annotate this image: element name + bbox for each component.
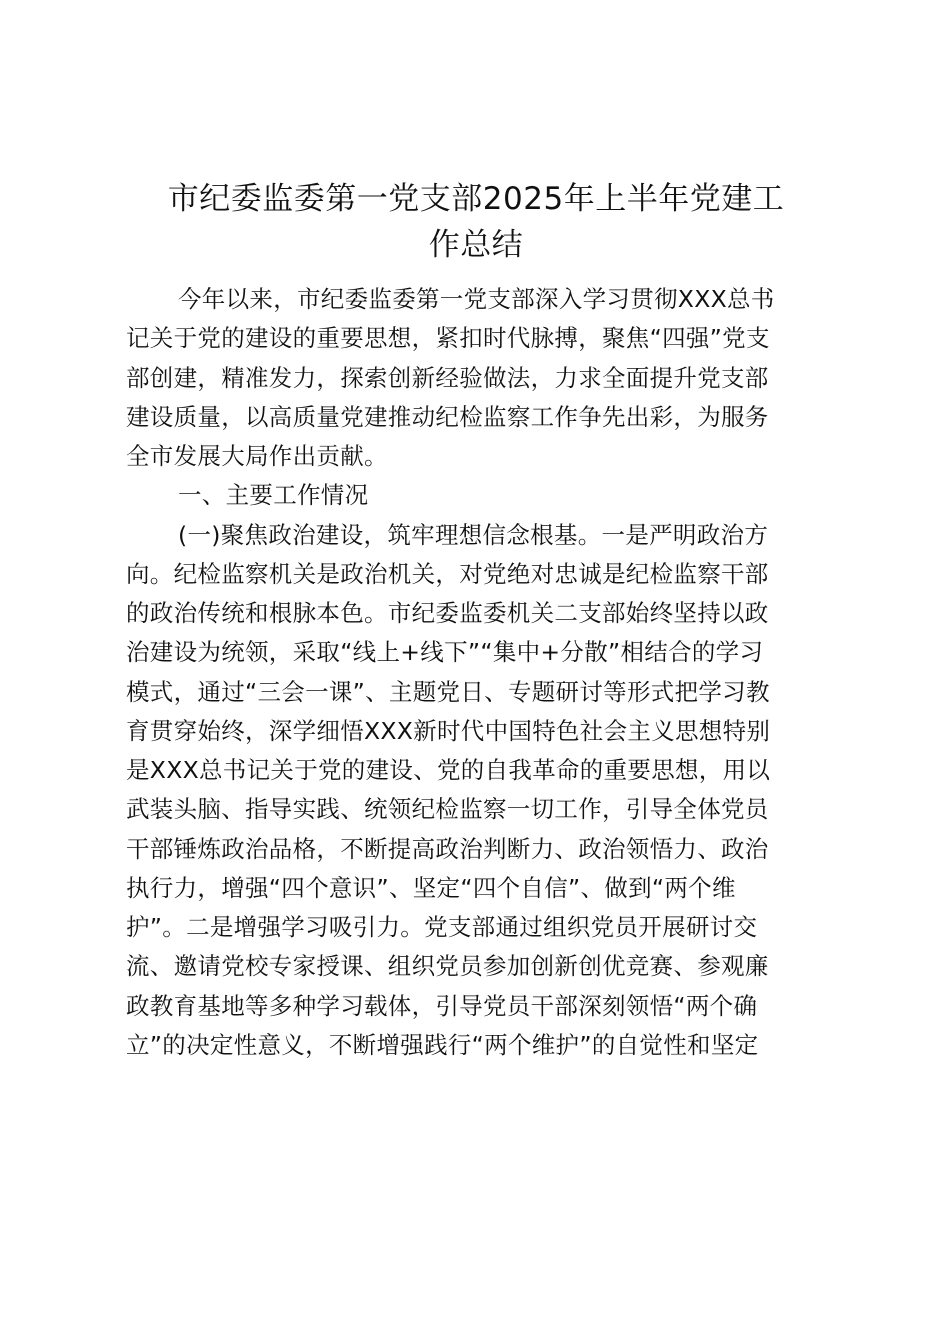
paragraph-line: 护”。二是增强学习吸引力。党支部通过组织党员开展研讨交 (126, 913, 758, 941)
paragraph-line: 今年以来，市纪委监委第一党支部深入学习贯彻XXX总书 (178, 285, 775, 313)
paragraph-line: 建设质量，以高质量党建推动纪检监察工作争先出彩，为服务 (126, 402, 769, 431)
paragraph-line: 部创建，精准发力，探索创新经验做法，力求全面提升党支部 (126, 363, 769, 392)
paragraph-line: 立”的决定性意义，不断增强践行“两个维护”的自觉性和坚定 (126, 1030, 759, 1059)
paragraph-line: 模式，通过“三会一课”、主题党日、专题研讨等形式把学习教 (126, 677, 770, 706)
paragraph-line: 育贯穿始终，深学细悟XXX新时代中国特色社会主义思想特别 (126, 716, 771, 745)
paragraph-line: (一)聚焦政治建设，筑牢理想信念根基。一是严明政治方 (178, 520, 769, 549)
paragraph-line: 干部锤炼政治品格，不断提高政治判断力、政治领悟力、政治 (126, 834, 769, 863)
paragraph-line: 武装头脑、指导实践、统领纪检监察一切工作，引导全体党员 (126, 795, 769, 824)
title-line-1: 市纪委监委第一党支部2025年上半年党建工 (167, 181, 785, 217)
paragraph-line: 记关于党的建设的重要思想，紧扣时代脉搏，聚焦“四强”党支 (126, 324, 770, 353)
document-body (126, 280, 832, 1065)
paragraph-line: 是XXX总书记关于党的建设、党的自我革命的重要思想，用以 (126, 756, 771, 784)
paragraph-line: 政教育基地等多种学习载体，引导党员干部深刻领悟“两个确 (126, 991, 758, 1020)
paragraph-line: 向。纪检监察机关是政治机关，对党绝对忠诚是纪检监察干部 (126, 559, 769, 588)
section-heading: 一、主要工作情况 (178, 481, 369, 510)
paragraph-line: 的政治传统和根脉本色。市纪委监委机关二支部始终坚持以政 (126, 599, 769, 627)
document-title (120, 176, 832, 268)
paragraph-line: 执行力，增强“四个意识”、坚定“四个自信”、做到“两个维 (126, 873, 736, 902)
paragraph-line: 治建设为统领，采取“线上+线下”“集中+分散”相结合的学习 (126, 638, 764, 667)
paragraph-line: 流、邀请党校专家授课、组织党员参加创新创优竞赛、参观廉 (126, 952, 769, 981)
paragraph-line: 全市发展大局作出贡献。 (126, 442, 388, 470)
title-line-2: 作总结 (428, 227, 524, 263)
